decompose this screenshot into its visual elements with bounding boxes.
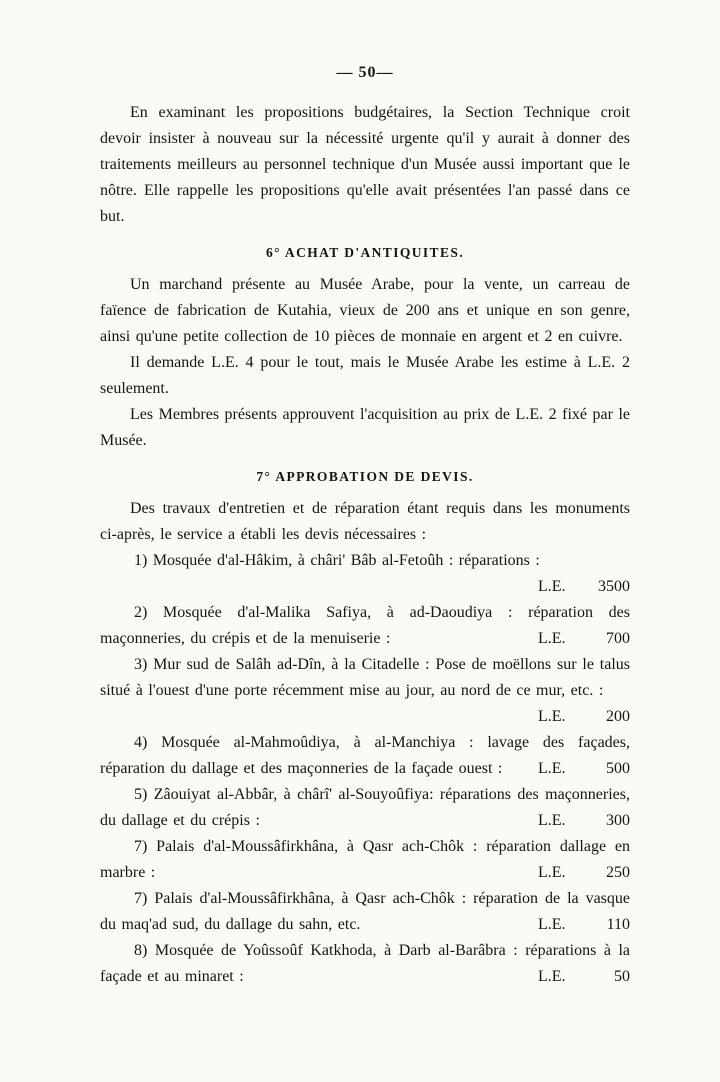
section-6-paragraph-1: Un marchand présente au Musée Arabe, pour la vente, un carreau de faïence de fabrication de Kutahia, vieux de 200 ans et unique en son genre, ainsi qu'une petite collection de 10 pièces de monnaie en argent et 2 en cuivre. — [100, 276, 630, 345]
amount-value: 50 — [614, 968, 630, 985]
currency-label: L.E. — [538, 708, 566, 725]
devis-item-number: 5) — [134, 786, 148, 803]
devis-item-number: 4) — [134, 734, 148, 751]
currency-label: L.E. — [538, 578, 566, 595]
devis-item-text: Mosquée d'al-Malika Safiya, à ad-Daoudiya : réparation des maçonneries, du crépis et de la menuiserie : — [100, 604, 631, 647]
currency-label: L.E. — [538, 864, 566, 881]
amount-value: 500 — [606, 760, 630, 777]
currency-label: L.E. — [538, 760, 566, 777]
amount-value: 110 — [606, 916, 630, 933]
currency-label: L.E. — [538, 812, 566, 829]
page-number: — 50— — [336, 64, 394, 81]
currency-label: L.E. — [538, 916, 566, 933]
currency-label: L.E. — [538, 630, 566, 647]
intro-paragraph: En examinant les propositions budgétaires, la Section Technique croit devoir insister à nouveau sur la nécessité urgente qu'il y aurait à donner des traitements meilleurs au personnel technique d'un Musée aussi important que le nôtre. Elle rappelle les propositions qu'elle avait présentées l'an passé dans ce but. — [100, 104, 630, 225]
currency-label: L.E. — [538, 968, 566, 985]
section-6-heading: 6° ACHAT D'ANTIQUITES. — [265, 245, 465, 260]
section-6-paragraph-2: Il demande L.E. 4 pour le tout, mais le Musée Arabe les estime à L.E. 2 seulement. — [100, 354, 630, 397]
devis-item-5 — [100, 782, 630, 834]
devis-item-amount — [538, 756, 630, 782]
section-7-intro: Des travaux d'entretien et de réparation étant requis dans les monuments ci-après, le service a établi les devis nécessaires : — [100, 500, 630, 543]
devis-item-number: 7) — [134, 838, 148, 855]
devis-item-amount — [538, 574, 630, 600]
amount-value: 300 — [606, 812, 630, 829]
section-7-heading: 7° APPROBATION DE DEVIS. — [256, 469, 474, 484]
devis-item-text: Mur sud de Salâh ad-Dîn, à la Citadelle : Pose de moëllons sur le talus situé à l'ouest d'une porte récemment mise au jour, au nord de ce mur, etc. : — [100, 656, 630, 699]
devis-item-8 — [100, 938, 630, 990]
devis-item-number: 8) — [134, 942, 148, 959]
devis-item-6 — [100, 834, 630, 886]
devis-item-amount — [538, 808, 630, 834]
devis-item-amount — [538, 860, 630, 886]
devis-item-2 — [100, 600, 630, 652]
devis-item-7 — [100, 886, 630, 938]
devis-item-number: 2) — [134, 604, 148, 621]
devis-item-amount — [538, 912, 630, 938]
devis-item-amount — [538, 964, 630, 990]
devis-item-amount — [538, 626, 630, 652]
amount-value: 700 — [606, 630, 630, 647]
devis-item-text: Mosquée d'al-Hâkim, à châri' Bâb al-Fetoûh : réparations : — [152, 552, 540, 569]
devis-item-text: Palais d'al-Moussâfirkhâna, à Qasr ach-Chôk : réparation dallage en marbre : — [100, 838, 631, 881]
amount-value: 250 — [606, 864, 630, 881]
devis-item-number: 3) — [134, 656, 148, 673]
devis-item-number: 1) — [134, 552, 148, 569]
section-6-paragraph-3: Les Membres présents approuvent l'acquisition au prix de L.E. 2 fixé par le Musée. — [100, 406, 630, 449]
devis-item-4 — [100, 730, 630, 782]
devis-item-1 — [100, 548, 630, 600]
devis-item-text: Zâouiyat al-Abbâr, à chârî' al-Souyoûfiya: réparations des maçonneries, du dallage et du crépis : — [100, 786, 631, 829]
devis-item-3 — [100, 652, 630, 730]
devis-item-amount — [538, 704, 630, 730]
devis-item-text: Palais d'al-Moussâfirkhâna, à Qasr ach-Chôk : réparation de la vasque du maq'ad sud, du dallage du sahn, etc. — [100, 890, 631, 933]
amount-value: 200 — [606, 708, 630, 725]
devis-item-number: 7) — [134, 890, 148, 907]
devis-item-text: Mosquée de Yoûssoûf Katkhoda, à Darb al-Barâbra : réparations à la façade et au minaret : — [100, 942, 630, 985]
devis-item-text: Mosquée al-Mahmoûdiya, à al-Manchiya : lavage des façades, réparation du dallage et des maçonneries de la façade ouest : — [100, 734, 630, 777]
amount-value: 3500 — [598, 578, 630, 595]
